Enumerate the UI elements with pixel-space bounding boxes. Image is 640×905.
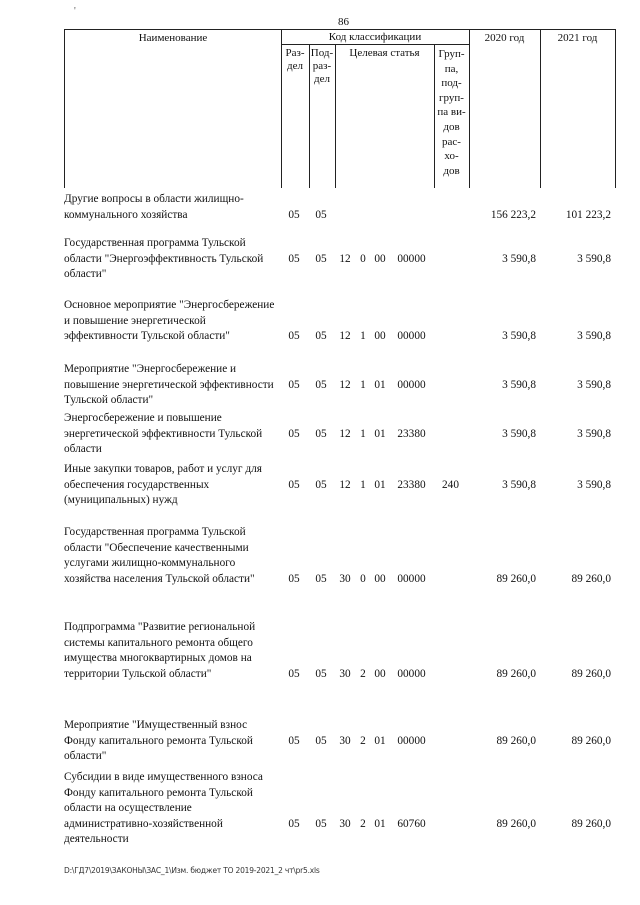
cell-podrazdel: 05 (315, 817, 327, 830)
row-name: Субсидии в виде имущественного взноса Фонду капитального ремонта Тульской области на осуществление административно-хозяйственной деятельности (64, 771, 263, 846)
table-row (64, 462, 614, 509)
col-header-code: Код классификации (328, 31, 422, 43)
cell-target-subprogram: 2 (360, 667, 366, 680)
cell-target-direction: 23380 (397, 427, 426, 440)
row-name: Государственная программа Тульской области "Энергоэффективность Тульской области" (64, 237, 264, 281)
cell-target-direction: 23380 (397, 478, 426, 491)
cell-target-event: 00 (374, 330, 386, 343)
cell-podrazdel: 05 (315, 378, 327, 391)
cell-target-event: 00 (374, 252, 386, 265)
cell-amount-2021: 3 590,8 (577, 427, 611, 440)
cell-target-event: 01 (374, 817, 386, 830)
cell-target-subprogram: 2 (360, 817, 366, 830)
row-name: Основное мероприятие "Энергосбережение и повышение энергетической эффективности Тульской области" (64, 299, 275, 343)
cell-target-subprogram: 1 (360, 378, 366, 391)
cell-target-program: 30 (339, 667, 351, 680)
table-row (64, 362, 614, 409)
cell-target-subprogram: 1 (360, 427, 366, 440)
cell-target-direction: 60760 (397, 817, 426, 830)
cell-target-direction: 00000 (397, 330, 426, 343)
cell-target-event: 01 (374, 427, 386, 440)
cell-amount-2021: 89 260,0 (571, 572, 611, 585)
cell-razdel: 05 (288, 572, 300, 585)
col-header-target-article: Целевая статья (349, 47, 420, 59)
cell-podrazdel: 05 (315, 478, 327, 491)
cell-amount-2021: 89 260,0 (571, 667, 611, 680)
cell-target-event: 00 (374, 667, 386, 680)
cell-amount-2020: 3 590,8 (502, 478, 536, 491)
table-row (64, 411, 614, 458)
cell-podrazdel: 05 (315, 734, 327, 747)
cell-target-direction: 00000 (397, 378, 426, 391)
row-name: Подпрограмма "Развитие региональной системы капитального ремонта общего имущества многоквартирных домов на территории Тульской области" (64, 621, 256, 680)
row-name: Энергосбережение и повышение энергетической эффективности Тульской области (64, 412, 263, 456)
cell-razdel: 05 (288, 734, 300, 747)
cell-target-event: 00 (374, 572, 386, 585)
corner-mark: ' (74, 6, 76, 17)
table-row (64, 298, 614, 360)
cell-amount-2020: 89 260,0 (496, 734, 536, 747)
cell-podrazdel: 05 (315, 572, 327, 585)
col-header-section: Раз- дел (285, 47, 305, 72)
cell-amount-2021: 89 260,0 (571, 734, 611, 747)
cell-razdel: 05 (288, 208, 300, 221)
cell-razdel: 05 (288, 427, 300, 440)
cell-amount-2021: 3 590,8 (577, 330, 611, 343)
cell-amount-2021: 3 590,8 (577, 378, 611, 391)
row-name: Государственная программа Тульской области "Обеспечение качественными услугами жилищно-коммунального хозяйства населения Тульской области" (64, 526, 255, 585)
cell-target-event: 01 (374, 378, 386, 391)
cell-podrazdel: 05 (315, 208, 327, 221)
cell-amount-2020: 3 590,8 (502, 378, 536, 391)
cell-amount-2020: 156 223,2 (490, 208, 536, 221)
cell-target-direction: 00000 (397, 572, 426, 585)
cell-razdel: 05 (288, 817, 300, 830)
cell-target-subprogram: 1 (360, 478, 366, 491)
cell-target-direction: 00000 (397, 667, 426, 680)
row-name: Мероприятие "Имущественный взнос Фонду капитального ремонта Тульской области" (64, 719, 253, 763)
cell-amount-2020: 89 260,0 (496, 572, 536, 585)
col-header-group: Груп- па, под- груп- па ви- дов рас- хо- дов (437, 48, 466, 177)
cell-podrazdel: 05 (315, 427, 327, 440)
cell-podrazdel: 05 (315, 330, 327, 343)
cell-amount-2020: 89 260,0 (496, 667, 536, 680)
cell-target-program: 12 (339, 427, 351, 440)
cell-amount-2021: 89 260,0 (571, 817, 611, 830)
col-header-subsection: Под- раз- дел (310, 47, 334, 85)
table-header (64, 29, 616, 188)
cell-razdel: 05 (288, 252, 300, 265)
cell-amount-2021: 3 590,8 (577, 478, 611, 491)
cell-amount-2020: 89 260,0 (496, 817, 536, 830)
row-name: Мероприятие "Энергосбережение и повышение энергетической эффективности Тульской области" (64, 363, 274, 407)
cell-target-program: 12 (339, 378, 351, 391)
cell-amount-2020: 3 590,8 (502, 252, 536, 265)
cell-amount-2020: 3 590,8 (502, 330, 536, 343)
cell-target-program: 30 (339, 572, 351, 585)
cell-target-event: 01 (374, 734, 386, 747)
cell-target-subprogram: 2 (360, 734, 366, 747)
cell-target-subprogram: 0 (360, 572, 366, 585)
cell-podrazdel: 05 (315, 667, 327, 680)
cell-razdel: 05 (288, 378, 300, 391)
table-row (64, 192, 614, 223)
table-row (64, 525, 614, 603)
table-row (64, 770, 614, 848)
cell-amount-2021: 3 590,8 (577, 252, 611, 265)
cell-target-program: 12 (339, 252, 351, 265)
cell-amount-2021: 101 223,2 (565, 208, 611, 221)
table-row (64, 718, 614, 765)
cell-target-direction: 00000 (397, 734, 426, 747)
table-row (64, 620, 614, 698)
cell-target-event: 01 (374, 478, 386, 491)
page-number: 86 (338, 16, 349, 28)
cell-razdel: 05 (288, 330, 300, 343)
row-name: Другие вопросы в области жилищно-коммунального хозяйства (64, 193, 244, 221)
table-row (64, 236, 614, 283)
col-header-name: Наименование (138, 32, 208, 44)
cell-target-program: 12 (339, 478, 351, 491)
cell-target-direction: 00000 (397, 252, 426, 265)
cell-target-program: 30 (339, 734, 351, 747)
cell-target-program: 12 (339, 330, 351, 343)
col-header-2020: 2020 год (484, 32, 525, 44)
cell-podrazdel: 05 (315, 252, 327, 265)
col-header-2021: 2021 год (557, 32, 598, 44)
cell-expense-group: 240 (442, 478, 459, 491)
cell-razdel: 05 (288, 667, 300, 680)
file-path-footer: D:\ГД7\2019\ЗАКОНЫ\ЗАС_1\Изм. бюджет ТО 2019-2021_2 чт\pr5.xls (64, 866, 320, 875)
cell-target-subprogram: 1 (360, 330, 366, 343)
cell-razdel: 05 (288, 478, 300, 491)
cell-target-subprogram: 0 (360, 252, 366, 265)
cell-amount-2020: 3 590,8 (502, 427, 536, 440)
row-name: Иные закупки товаров, работ и услуг для обеспечения государственных (муниципальных) нужд (64, 463, 262, 507)
cell-target-program: 30 (339, 817, 351, 830)
